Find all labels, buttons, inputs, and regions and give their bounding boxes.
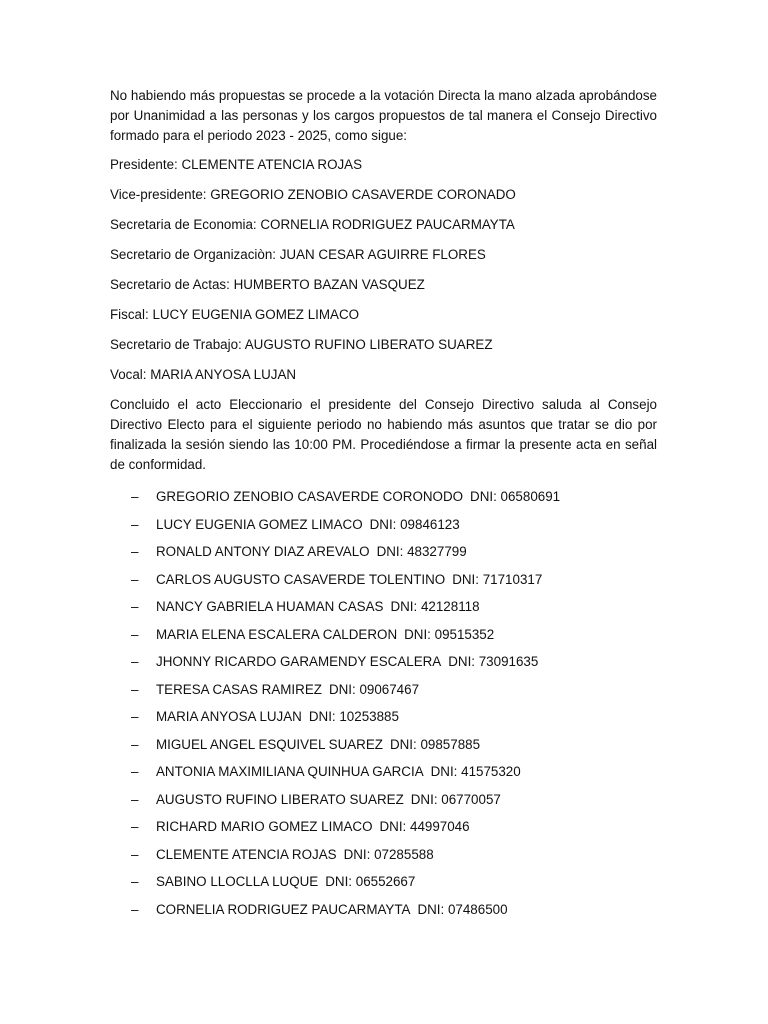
signer-name: ANTONIA MAXIMILIANA QUINHUA GARCIA	[156, 764, 424, 779]
signer-dni: DNI: 41575320	[430, 764, 521, 779]
dash-bullet: –	[131, 901, 139, 917]
signer-name: MARIA ANYOSA LUJAN	[156, 709, 302, 724]
signer-dni: DNI: 09857885	[389, 736, 481, 752]
dash-bullet: –	[131, 544, 139, 559]
list-item	[110, 735, 657, 763]
list-item	[110, 817, 657, 845]
role-title: Vocal:	[110, 367, 147, 382]
signer-name: GREGORIO ZENOBIO CASAVERDE CORONODO	[156, 489, 464, 504]
dash-bullet: –	[131, 516, 139, 532]
signer-dni: DNI: 06552667	[325, 874, 416, 889]
dash-bullet: –	[131, 654, 139, 669]
list-item	[110, 790, 657, 818]
list-item	[110, 625, 657, 653]
signer-dni: DNI: 06770057	[410, 791, 501, 807]
signer-dni: DNI: 07285588	[343, 846, 434, 862]
dash-bullet: –	[131, 819, 139, 834]
dash-bullet: –	[131, 846, 139, 862]
role-holder: HUMBERTO BAZAN VASQUEZ	[233, 277, 425, 292]
list-item	[110, 597, 657, 625]
dash-bullet: –	[131, 764, 139, 779]
signer-name: SABINO LLOCLLA LUQUE	[156, 874, 319, 889]
role-title: Secretario de Organizaciòn:	[110, 247, 276, 262]
signer-dni: DNI: 10253885	[308, 709, 399, 724]
dash-bullet: –	[131, 681, 139, 697]
role-title: Vice-presidente:	[110, 187, 207, 202]
role-line-presidente	[110, 155, 657, 185]
document-body	[110, 86, 657, 927]
signer-name: MIGUEL ANGEL ESQUIVEL SUAREZ	[156, 736, 383, 752]
role-title: Secretario de Actas:	[110, 277, 230, 292]
dash-bullet: –	[131, 709, 139, 724]
signer-dni: DNI: 71710317	[452, 571, 543, 587]
council-roles-list	[110, 155, 657, 395]
role-holder: GREGORIO ZENOBIO CASAVERDE CORONADO	[210, 187, 516, 202]
dash-bullet: –	[131, 791, 139, 807]
role-line-trabajo	[110, 335, 657, 365]
signer-dni: DNI: 07486500	[417, 901, 508, 917]
signer-name: JHONNY RICARDO GARAMENDY ESCALERA	[156, 654, 442, 669]
signer-dni: DNI: 09515352	[404, 626, 495, 642]
role-title: Fiscal:	[110, 307, 149, 322]
role-title: Secretaria de Economia:	[110, 217, 257, 232]
signer-name: LUCY EUGENIA GOMEZ LIMACO	[156, 516, 363, 532]
signer-name: CLEMENTE ATENCIA ROJAS	[156, 846, 337, 862]
role-title: Presidente:	[110, 157, 178, 172]
role-holder: AUGUSTO RUFINO LIBERATO SUAREZ	[244, 337, 493, 352]
intro-paragraph: No habiendo más propuestas se procede a la votación Directa la mano alzada aprobándose por Unanimidad a las personas y los cargos propuestos de tal manera el Consejo Directivo formado para el periodo 2023 - 2025, como sigue:	[110, 88, 657, 143]
role-holder: CLEMENTE ATENCIA ROJAS	[181, 157, 363, 172]
signer-name: CARLOS AUGUSTO CASAVERDE TOLENTINO	[156, 571, 446, 587]
signers-list	[110, 487, 657, 927]
list-item	[110, 542, 657, 570]
list-item	[110, 487, 657, 515]
signer-name: RONALD ANTONY DIAZ AREVALO	[156, 544, 370, 559]
role-holder: MARIA ANYOSA LUJAN	[150, 367, 297, 382]
role-line-actas	[110, 275, 657, 305]
role-holder: JUAN CESAR AGUIRRE FLORES	[279, 247, 486, 262]
signer-dni: DNI: 09846123	[369, 516, 460, 532]
list-item	[110, 515, 657, 543]
dash-bullet: –	[131, 571, 139, 587]
dash-bullet: –	[131, 626, 139, 642]
signer-name: RICHARD MARIO GOMEZ LIMACO	[156, 819, 373, 834]
list-item	[110, 680, 657, 708]
signer-name: TERESA CASAS RAMIREZ	[156, 681, 322, 697]
signer-name: AUGUSTO RUFINO LIBERATO SUAREZ	[156, 791, 404, 807]
list-item	[110, 762, 657, 790]
role-line-organizacion	[110, 245, 657, 275]
signer-dni: DNI: 73091635	[448, 654, 539, 669]
signer-dni: DNI: 44997046	[379, 819, 470, 834]
role-holder: CORNELIA RODRIGUEZ PAUCARMAYTA	[260, 217, 515, 232]
dash-bullet: –	[131, 874, 139, 889]
signer-name: MARIA ELENA ESCALERA CALDERON	[156, 626, 398, 642]
signer-name: NANCY GABRIELA HUAMAN CASAS	[156, 599, 384, 614]
list-item	[110, 707, 657, 735]
signer-name: CORNELIA RODRIGUEZ PAUCARMAYTA	[156, 901, 411, 917]
role-line-vice-presidente	[110, 185, 657, 215]
role-line-fiscal	[110, 305, 657, 335]
list-item	[110, 845, 657, 873]
signer-dni: DNI: 42128118	[390, 599, 480, 614]
role-line-vocal	[110, 365, 657, 395]
list-item	[110, 872, 657, 900]
dash-bullet: –	[131, 736, 139, 752]
list-item	[110, 652, 657, 680]
dash-bullet: –	[131, 489, 139, 504]
signer-dni: DNI: 48327799	[376, 544, 467, 559]
role-line-economia	[110, 215, 657, 245]
signer-dni: DNI: 06580691	[470, 489, 561, 504]
role-holder: LUCY EUGENIA GOMEZ LIMACO	[152, 307, 360, 322]
dash-bullet: –	[131, 599, 139, 614]
list-item	[110, 570, 657, 598]
closing-paragraph: Concluido el acto Eleccionario el presidente del Consejo Directivo saluda al Consejo Directivo Electo para el siguiente periodo no habiendo más asuntos que tratar se dio por finalizada la sesión siendo las 10:00 PM. Procediéndose a firmar la presente acta en señal de conformidad.	[110, 397, 657, 472]
signer-dni: DNI: 09067467	[328, 681, 420, 697]
role-title: Secretario de Trabajo:	[110, 337, 242, 352]
list-item	[110, 900, 657, 928]
